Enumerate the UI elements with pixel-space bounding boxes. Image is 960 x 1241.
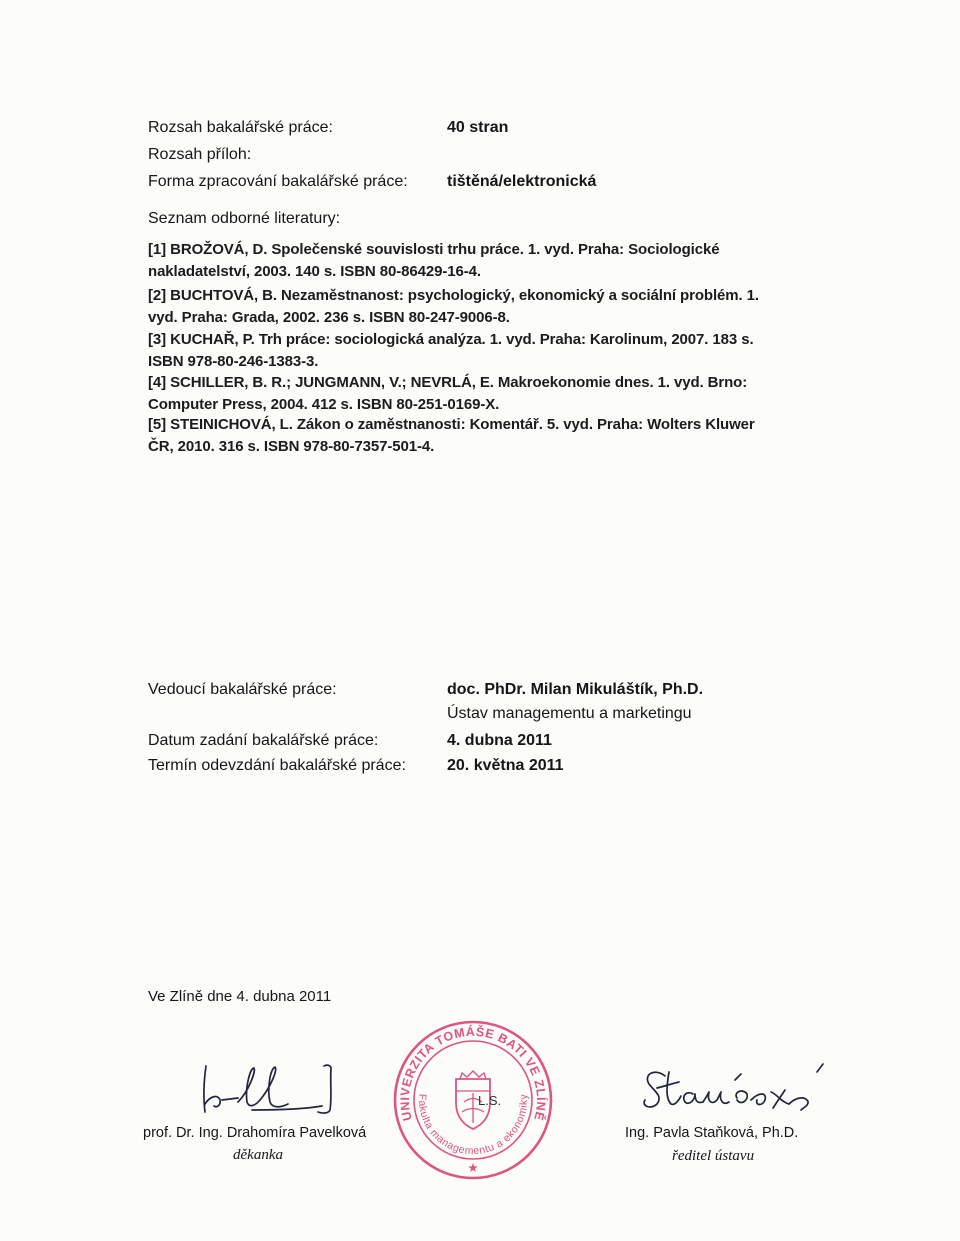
reference-line: [3] KUCHAŘ, P. Trh práce: sociologická analýza. 1. vyd. Praha: Karolinum, 2007. 183 s.: [148, 331, 754, 348]
university-stamp: [388, 1015, 558, 1185]
reference-line: [4] SCHILLER, B. R.; JUNGMANN, V.; NEVRLÁ, E. Makroekonomie dnes. 1. vyd. Brno:: [148, 374, 748, 391]
submission-deadline-label: Termín odevzdání bakalářské práce:: [148, 757, 406, 774]
thesis-length-value: 40 stran: [447, 119, 509, 136]
supervisor-department: Ústav managementu a marketingu: [447, 705, 692, 722]
reference-line: Computer Press, 2004. 412 s. ISBN 80-251-0169-X.: [148, 396, 500, 413]
reference-line: vyd. Praha: Grada, 2002. 236 s. ISBN 80-247-9006-8.: [148, 309, 510, 326]
thesis-form-label: Forma zpracování bakalářské práce:: [148, 173, 408, 190]
stamp-star-icon: [468, 1163, 478, 1172]
submission-deadline-value: 20. května 2011: [447, 757, 564, 774]
supervisor-label: Vedoucí bakalářské práce:: [148, 681, 337, 698]
thesis-length-label: Rozsah bakalářské práce:: [148, 119, 333, 136]
dean-signature: [190, 1052, 350, 1132]
supervisor-department-row: [0, 704, 960, 724]
detail-row-appendices: [0, 145, 960, 165]
assignment-date-row: [0, 731, 960, 751]
reference-line: [5] STEINICHOVÁ, L. Zákon o zaměstnanosti: Komentář. 5. vyd. Praha: Wolters Kluwer: [148, 416, 755, 433]
place-date: Ve Zlíně dne 4. dubna 2011: [148, 988, 332, 1005]
reference-item: [148, 414, 755, 458]
reference-line: ISBN 978-80-246-1383-3.: [148, 353, 319, 370]
reference-line: [2] BUCHTOVÁ, B. Nezaměstnanost: psychologický, ekonomický a sociální problém. 1.: [148, 287, 759, 304]
thesis-form-value: tištěná/elektronická: [447, 173, 597, 190]
reference-item: [148, 239, 719, 283]
detail-row-thesis-length: [0, 118, 960, 138]
reference-line: [1] BROŽOVÁ, D. Společenské souvislosti trhu práce. 1. vyd. Praha: Sociologické: [148, 241, 720, 258]
dean-role: děkanka: [233, 1147, 283, 1163]
literature-heading: Seznam odborné literatury:: [148, 210, 341, 227]
reference-line: nakladatelství, 2003. 140 s. ISBN 80-86429-16-4.: [148, 263, 481, 280]
reference-item: [148, 372, 747, 416]
assignment-date-value: 4. dubna 2011: [447, 732, 552, 749]
supervisor-row: [0, 680, 960, 700]
reference-item: [148, 329, 754, 373]
stamp-mark: L.S.: [478, 1093, 502, 1108]
appendices-label: Rozsah příloh:: [148, 146, 252, 163]
assignment-date-label: Datum zadání bakalářské práce:: [148, 732, 379, 749]
head-signature: [635, 1058, 825, 1120]
reference-item: [148, 285, 759, 329]
head-role: ředitel ústavu: [672, 1148, 755, 1164]
supervisor-name: doc. PhDr. Milan Mikuláštík, Ph.D.: [447, 681, 704, 698]
reference-line: ČR, 2010. 316 s. ISBN 978-80-7357-501-4.: [148, 438, 435, 455]
dean-name: prof. Dr. Ing. Drahomíra Pavelková: [143, 1125, 367, 1141]
head-name: Ing. Pavla Staňková, Ph.D.: [625, 1125, 799, 1141]
stamp-inner-text: Fakulta managementu a ekonomiky: [415, 1093, 531, 1158]
stamp-outer-text: UNIVERZITA TOMÁŠE BATI VE ZLÍNĚ: [397, 1024, 549, 1123]
submission-deadline-row: [0, 756, 960, 776]
detail-row-thesis-form: [0, 172, 960, 192]
